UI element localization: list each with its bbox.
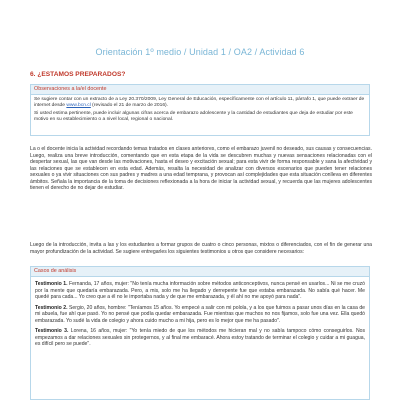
- testimonio-1: [31, 277, 369, 301]
- testimonio-text: Lorena, 16 años, mujer: "Yo tenía miedo de que los métodos me hicieran mal y no sabía tampoco cómo conseguirlos. Nos empezamos a dar relaciones sexuales sin protegernos, y al final me embaracé. Ahora estoy tratando de terminar el colegio y cuidar a mi guagua, es difícil pero se puede".: [35, 328, 366, 348]
- testimonio-text: Sergio, 20 años, hombre: "Teníamos 15 años. Yo empecé a salir con mi polola, y a los que fuimos a pasar unos días en la casa de mi abuela, fue ahí que pasó. Yo no pensé que podía quedar embarazada. Fue mientras que muchos no nos fijamos, solo fue una vez. Ella quedó embarazada. Yo sudé la vida de colegio y ahora cuido mucho a mi hija, pero es lo mejor que me ha pasado".: [35, 304, 365, 324]
- testimonio-label: Testimonio 3.: [35, 328, 69, 335]
- testimonio-3: [31, 324, 369, 348]
- testimonio-label: Testimonio 1.: [35, 281, 68, 287]
- observaciones-body: [31, 95, 369, 123]
- testimonio-label: Testimonio 2.: [35, 304, 68, 311]
- observaciones-paragraph-1: [34, 97, 366, 110]
- observaciones-text-after: (revisado el 21 de marzo de 2016).: [90, 103, 169, 109]
- bcn-link[interactable]: www.bcn.cl: [66, 103, 91, 109]
- testimonio-text: Fernanda, 17 años, mujer: "No tenía mucha información sobre métodos anticonceptivos, nunca pensé en usarlos... Ni se me cruzó por la mente que quedaría embarazada. Pero, a mis, solo me ha llegado y derrepente fue que estaba embarazada. No sabía qué hacer. Me quedé para cada... Yo creo que a él no le importaba nada y de que me embarazada, y él ahí no me apoyó para nada".: [35, 281, 365, 301]
- observaciones-paragraph-2: Si usted estima pertinente, puede incluir algunas cifras acerca de embarazo adolescente y la cantidad de estudiantes que deja de estudiar por este motivo en su establecimiento o a nivel local, regional o nacional.: [34, 110, 353, 122]
- observaciones-text: Se sugiere contar con un extracto de a Ley 20.370/2009, Ley General de Educación, específicamente con el artículo 11, párrafo 1, que puede extraer de internet desde: [34, 97, 365, 109]
- analysis-title: Casos de análisis: [31, 267, 369, 277]
- testimonio-2: [31, 301, 369, 325]
- intro-paragraph: La o el docente inicia la actividad recordando temas tratados en clases anteriores, como el embarazo juvenil no deseado, sus causas y consecuencias. Luego, realiza una breve introducción, comentando que en esta etapa de la vida se descubren muchas y nuevas sensaciones relacionadas con el despertar sexual, las que van desde las motivaciones, hasta el deseo y excitación sexual; para esta vivir de forma responsable y sana la afectividad y las relaciones que se establecen en esta edad. Además, resalta la necesidad de analizar con diversos escenarios que pueden tener relaciones sexuales o ya vivir situaciones con sus padres y madres a una edad temprana, y provocan así complejidades que esta situación conlleva en diferentes ámbitos. Señala la importancia de la toma de decisiones reflexionada a la hora de iniciar la actividad sexual, y recuerda que las mujeres adolescentes tienen el derecho de no dejar de estudiar.: [30, 146, 372, 192]
- page-title: Orientación 1º medio / Unidad 1 / OA2 / Actividad 6: [95, 47, 305, 57]
- observaciones-box: [30, 84, 370, 136]
- analysis-box: [30, 266, 370, 400]
- section-heading: 6. ¿ESTAMOS PREPARADOS?: [30, 71, 126, 78]
- instructions-paragraph: Luego de la introducción, invita a las y los estudiantes a formar grupos de cuatro o cinco personas, mixtos o diferenciados, con el fin de generar una mayor profundización de la actividad. Se sugiere entregarles los siguientes testimonios u otros que considere necesarios:: [30, 242, 372, 255]
- observaciones-title: Observaciones a la/el docente: [31, 85, 369, 95]
